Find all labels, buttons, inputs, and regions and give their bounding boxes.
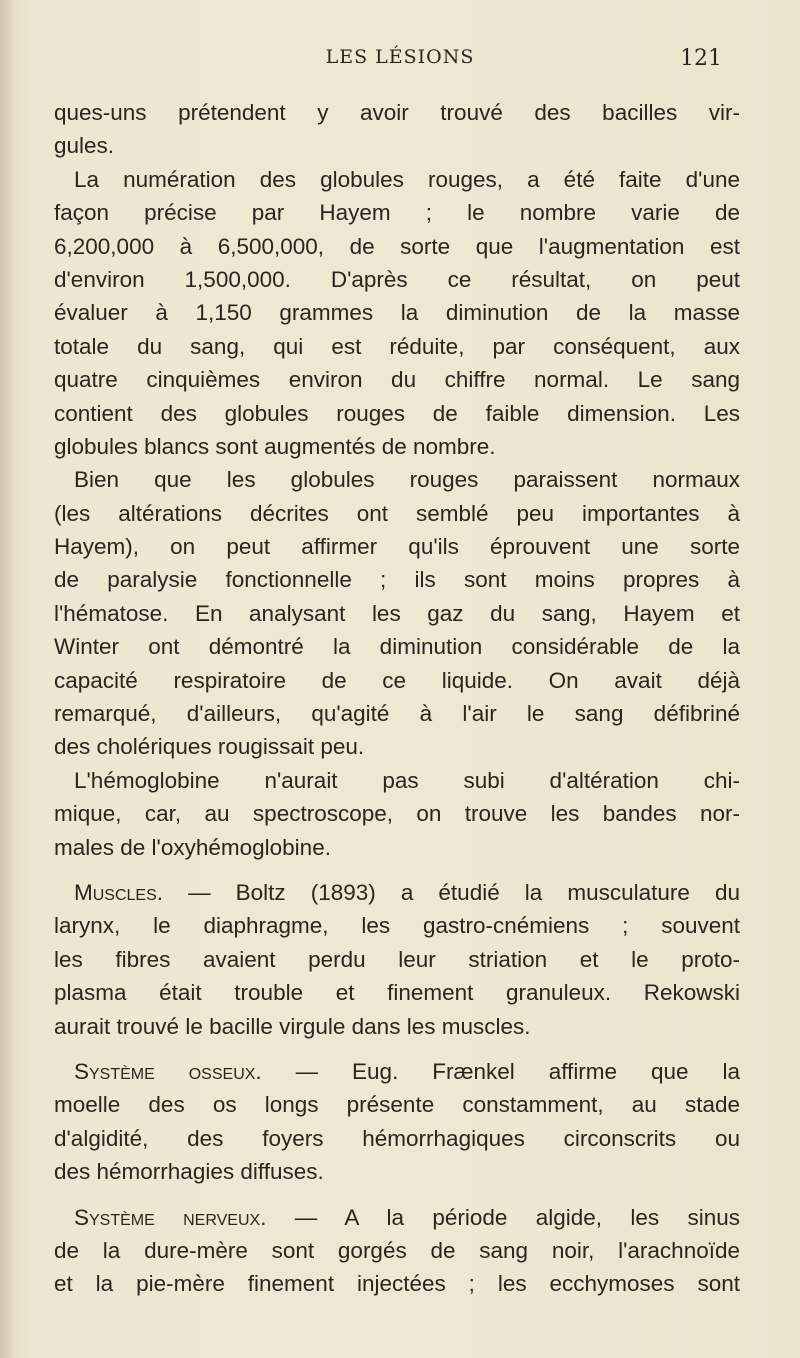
page-number: 121	[680, 46, 722, 71]
text-line: remarqué, d'ailleurs, qu'agité à l'air le sang défibriné	[54, 701, 740, 727]
text-line: d'environ 1,500,000. D'après ce résultat, on peut	[54, 266, 740, 292]
section-heading-osseux: Système osseux.	[74, 1058, 262, 1084]
text-line: Winter ont démontré la diminution considérable de la	[54, 634, 740, 660]
section-heading-muscles: Muscles.	[74, 879, 164, 905]
text-line: moelle des os longs présente constamment, au stade	[54, 1092, 740, 1118]
running-title: LES LÉSIONS	[325, 46, 475, 68]
text-line: des hémorrhagies diffuses.	[54, 1159, 324, 1185]
text-line: 6,200,000 à 6,500,000, de sorte que l'augmentation est	[54, 233, 740, 259]
text-line: les fibres avaient perdu leur striation et le proto-	[54, 946, 740, 972]
section-gap	[54, 1043, 740, 1055]
text-line: capacité respiratoire de ce liquide. On avait déjà	[54, 667, 740, 693]
text-line: façon précise par Hayem ; le nombre varie de	[54, 200, 740, 226]
body-text	[54, 96, 740, 1301]
spine-shadow	[0, 0, 14, 1358]
text-line: mique, car, au spectroscope, on trouve les bandes nor-	[54, 801, 740, 827]
text-line: (les altérations décrites ont semblé peu importantes à	[54, 500, 740, 526]
text-fragment: — A la période algide, les sinus	[266, 1204, 740, 1230]
text-line: l'hématose. En analysant les gaz du sang, Hayem et	[54, 600, 740, 626]
text-line: d'algidité, des foyers hémorrhagiques circonscrits ou	[54, 1125, 740, 1151]
text-fragment: — Eug. Frænkel affirme que la	[261, 1058, 740, 1084]
text-line: ques-uns prétendent y avoir trouvé des bacilles vir-	[54, 100, 740, 125]
text-line: Bien que les globules rouges paraissent normaux	[74, 467, 740, 493]
text-line: totale du sang, qui est réduite, par conséquent, aux	[54, 333, 740, 359]
page-header	[0, 46, 800, 74]
section-nerveux-first-line	[54, 1201, 740, 1234]
text-line: L'hémoglobine n'aurait pas subi d'altération chi-	[74, 767, 740, 793]
text-line: larynx, le diaphragme, les gastro-cnémiens ; souvent	[54, 913, 740, 939]
text-line: aurait trouvé le bacille virgule dans les muscles.	[54, 1013, 531, 1039]
text-line: globules blancs sont augmentés de nombre.	[54, 433, 496, 459]
section-gap	[54, 1189, 740, 1201]
text-line: gules.	[54, 133, 115, 159]
text-fragment: — Boltz (1893) a étudié la musculature du	[163, 879, 740, 905]
text-line: contient des globules rouges de faible dimension. Les	[54, 400, 740, 426]
text-line: de paralysie fonctionnelle ; ils sont moins propres à	[54, 567, 740, 593]
section-heading-nerveux: Système nerveux.	[74, 1204, 267, 1230]
text-line: de la dure-mère sont gorgés de sang noir, l'arachnoïde	[54, 1237, 740, 1263]
section-osseux-first-line	[54, 1055, 740, 1088]
text-line: quatre cinquièmes environ du chiffre normal. Le sang	[54, 367, 740, 393]
text-line: Hayem), on peut affirmer qu'ils éprouvent une sorte	[54, 534, 740, 560]
text-line: des cholériques rougissait peu.	[54, 734, 365, 760]
text-line: évaluer à 1,150 grammes la diminution de la masse	[54, 300, 740, 326]
section-gap	[54, 864, 740, 876]
text-line: plasma était trouble et finement granuleux. Rekowski	[54, 980, 740, 1006]
text-line: males de l'oxyhémoglobine.	[54, 834, 331, 860]
text-line: La numération des globules rouges, a été faite d'une	[74, 166, 740, 192]
section-muscles-first-line	[54, 876, 740, 909]
text-line: et la pie-mère finement injectées ; les ecchymoses sont	[54, 1271, 740, 1297]
